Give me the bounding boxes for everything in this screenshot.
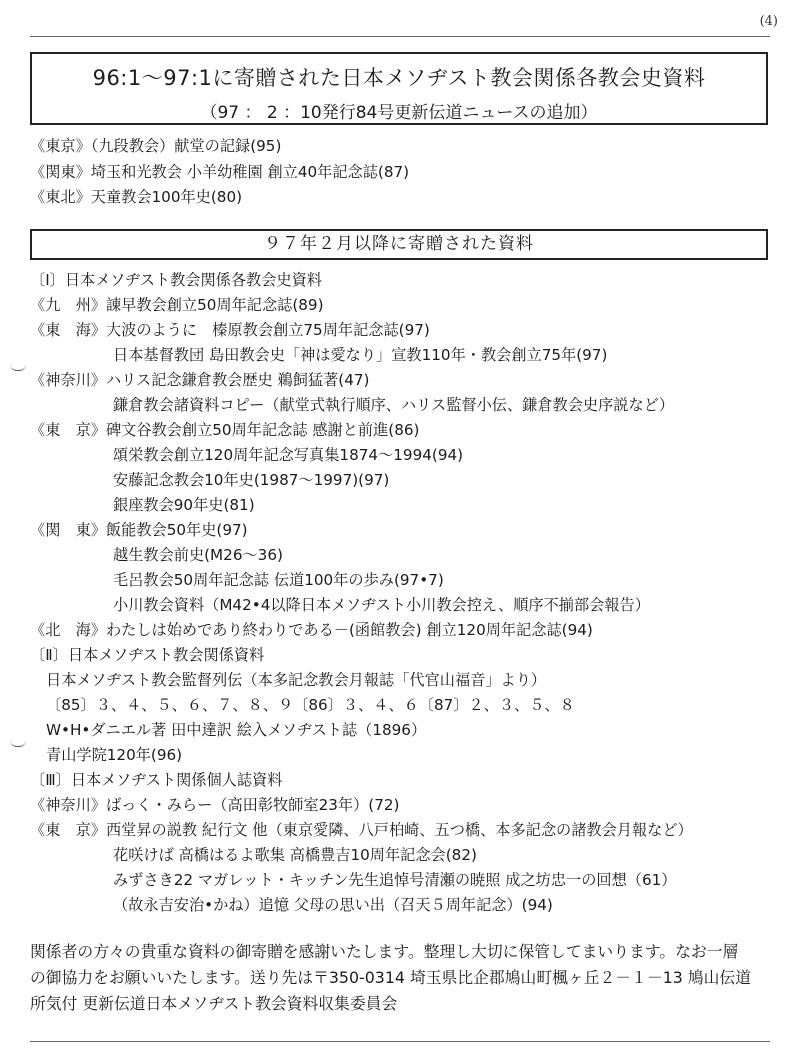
list-item: 《九 州》諌早教会創立50周年記念誌(89) — [30, 296, 324, 314]
list-item: 青山学院120年(96) — [46, 746, 183, 764]
list-item: 鎌倉教会諸資料コピー（献堂式執行順序、ハリス監督小伝、鎌倉教会史序説など） — [113, 396, 675, 414]
list-item: 《北 海》わたしは始めであり終わりである－(函館教会) 創立120周年記念誌(94) — [30, 621, 593, 639]
list-item: 《東北》天童教会100年史(80) — [30, 188, 243, 206]
header-title: 96:1～97:1に寄贈された日本メソヂスト教会関係各教会史資料 — [92, 66, 706, 90]
section-heading-1: 〔Ⅰ〕日本メソヂスト教会関係各教会史資料 — [30, 271, 322, 289]
list-item: W•H•ダニエル著 田中達訳 絵入メソヂスト誌（1896） — [46, 721, 427, 739]
top-rule — [30, 36, 770, 37]
list-item: 《神奈川》ハリス記念鎌倉教会歴史 鵜飼猛著(47) — [30, 371, 370, 389]
list-item: 安藤記念教会10年史(1987～1997)(97) — [113, 471, 390, 489]
list-item: みずさき22 マガレット・キッチン先生追悼号清瀬の暁照 成之坊忠一の回想（61） — [113, 871, 677, 889]
list-item: 《神奈川》ばっく・みらー（高田彰牧師室23年）(72) — [30, 796, 400, 814]
header-subtitle: （97 ： 2 ：10発行84号更新伝道ニュースの追加） — [200, 103, 598, 123]
section-heading-2: 〔Ⅱ〕日本メソヂスト教会関係資料 — [30, 646, 265, 664]
closing-note-line: 所気付 更新伝道日本メソヂスト教会資料収集委員会 — [30, 994, 398, 1013]
list-item: 《関 東》飯能教会50年史(97) — [30, 521, 248, 539]
list-item: 越生教会前史(M26～36) — [113, 546, 283, 564]
list-item: 〔85〕３、４、５、６、７、８、９〔86〕３、４、６〔87〕２、３、５、８ — [46, 696, 575, 714]
margin-mark — [10, 364, 26, 371]
list-item: （故永吉安治•かね）追憶 父母の思い出（召天５周年記念）(94) — [113, 896, 553, 914]
list-item: 日本基督教団 島田教会史「神は愛なり」宣教110年・教会創立75年(97) — [113, 346, 608, 364]
closing-note-line: 関係者の方々の貴重な資料の御寄贈を感謝いたします。整理し大切に保管してまいります。なお一層 — [30, 942, 739, 961]
list-item: 頌栄教会創立120周年記念写真集1874～1994(94) — [113, 446, 464, 464]
bottom-rule — [30, 1041, 770, 1042]
list-item: 小川教会資料（M42•4以降日本メソヂスト小川教会控え、順序不揃部会報告） — [113, 596, 650, 614]
list-item: 毛呂教会50周年記念誌 伝道100年の歩み(97•7) — [113, 571, 444, 589]
list-item: 《関東》埼玉和光教会 小羊幼稚園 創立40年記念誌(87) — [30, 163, 410, 181]
header-box — [30, 52, 768, 125]
section-title-box: ９７年２月以降に寄贈された資料 — [30, 229, 768, 260]
list-item: 《東 海》大波のように 榛原教会創立75周年記念誌(97) — [30, 321, 430, 339]
section-heading-3: 〔Ⅲ〕日本メソヂスト関係個人誌資料 — [30, 771, 283, 789]
list-item: 《東 京》碑文谷教会創立50周年記念誌 感謝と前進(86) — [30, 421, 420, 439]
list-item: 日本メソヂスト教会監督列伝（本多記念教会月報誌「代官山福音」より） — [46, 671, 547, 689]
list-item: 銀座教会90年史(81) — [113, 496, 255, 514]
margin-mark — [10, 740, 26, 747]
list-item: 《東 京》西堂昇の説教 紀行文 他（東京愛隣、八戸柏崎、五つ橋、本多記念の諸教会月報など） — [30, 821, 693, 839]
list-item: 花咲けば 高橋はるよ歌集 高橋豊吉10周年記念会(82) — [113, 846, 477, 864]
page-number: (4) — [759, 14, 778, 29]
closing-note-line: の御協力をお願いいたします。送り先は〒350-0314 埼玉県比企郡鳩山町楓ヶ丘２－１－13 鳩山伝道 — [30, 968, 752, 987]
list-item: 《東京》（九段教会）献堂の記録(95) — [30, 137, 282, 155]
